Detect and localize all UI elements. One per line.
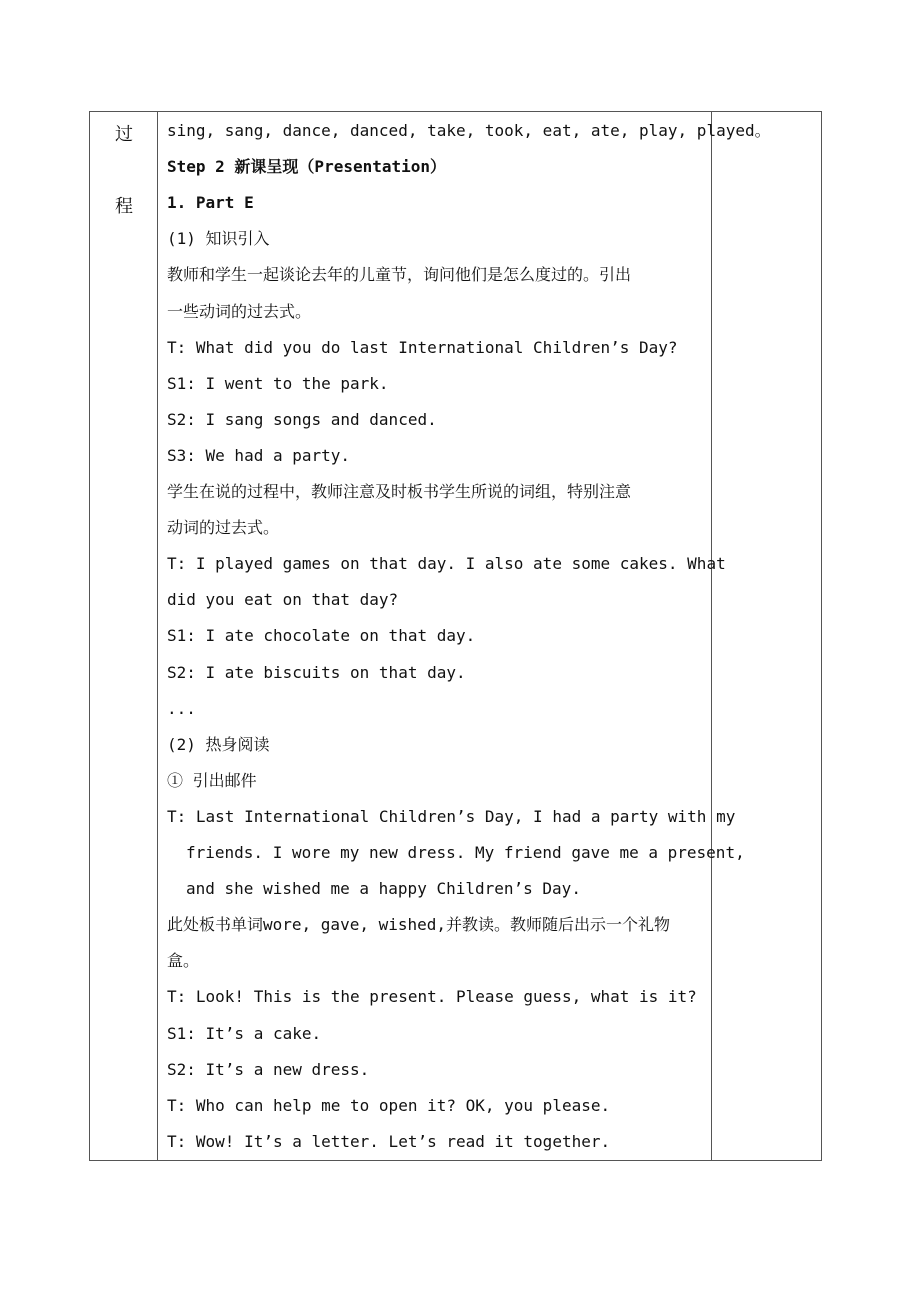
content-line: 学生在说的过程中，教师注意及时板书学生所说的词组，特别注意 bbox=[167, 482, 632, 501]
content-line: T: Last International Children’s Day, I had a party with my bbox=[167, 806, 736, 826]
notes-column bbox=[712, 112, 822, 1160]
content-line: Step 2 新课呈现（Presentation） bbox=[167, 157, 447, 177]
content-line: S1: It’s a cake. bbox=[167, 1023, 322, 1043]
content-line: 一些动词的过去式。 bbox=[167, 301, 312, 321]
content-line: 此处板书单词wore, gave, wished,并教读。教师随后出示一个礼物 bbox=[167, 915, 671, 935]
content-line: 动词的过去式。 bbox=[167, 518, 280, 538]
content-line: and she wished me a happy Children’s Day. bbox=[186, 879, 581, 899]
label-char: 过 bbox=[115, 124, 133, 145]
content-line: did you eat on that day? bbox=[167, 590, 399, 610]
label-column bbox=[90, 112, 158, 1160]
content-line: S2: I sang songs and danced. bbox=[167, 409, 437, 429]
content-line: ... bbox=[167, 698, 196, 718]
content-line: (1) 知识引入 bbox=[167, 229, 270, 249]
content-line: S3: We had a party. bbox=[167, 445, 351, 465]
content-line: T: Look! This is the present. Please guess, what is it? bbox=[167, 987, 697, 1007]
content-line: sing, sang, dance, danced, take, took, eat, ate, play, played。 bbox=[167, 121, 771, 140]
content-line: friends. I wore my new dress. My friend gave me a present, bbox=[186, 843, 745, 862]
content-line: T: Wow! It’s a letter. Let’s read it together. bbox=[167, 1131, 611, 1151]
content-column bbox=[158, 112, 771, 1160]
content-line: S2: I ate biscuits on that day. bbox=[167, 662, 466, 682]
content-line: S1: I went to the park. bbox=[167, 373, 389, 393]
content-line: 1. Part E bbox=[167, 193, 254, 213]
label-char: 程 bbox=[115, 196, 133, 217]
content-line: 盒。 bbox=[167, 951, 200, 971]
content-line: ① 引出邮件 bbox=[167, 770, 257, 790]
content-line: T: What did you do last International Children’s Day? bbox=[167, 337, 678, 357]
content-line: T: I played games on that day. I also ate some cakes. What bbox=[167, 554, 726, 574]
content-line: T: Who can help me to open it? OK, you please. bbox=[167, 1095, 611, 1115]
content-line: S1: I ate chocolate on that day. bbox=[167, 626, 476, 646]
content-line: 教师和学生一起谈论去年的儿童节，询问他们是怎么度过的。引出 bbox=[167, 265, 632, 285]
lesson-table bbox=[89, 111, 822, 1161]
content-line: S2: It’s a new dress. bbox=[167, 1059, 370, 1079]
content-line: (2) 热身阅读 bbox=[167, 734, 270, 754]
